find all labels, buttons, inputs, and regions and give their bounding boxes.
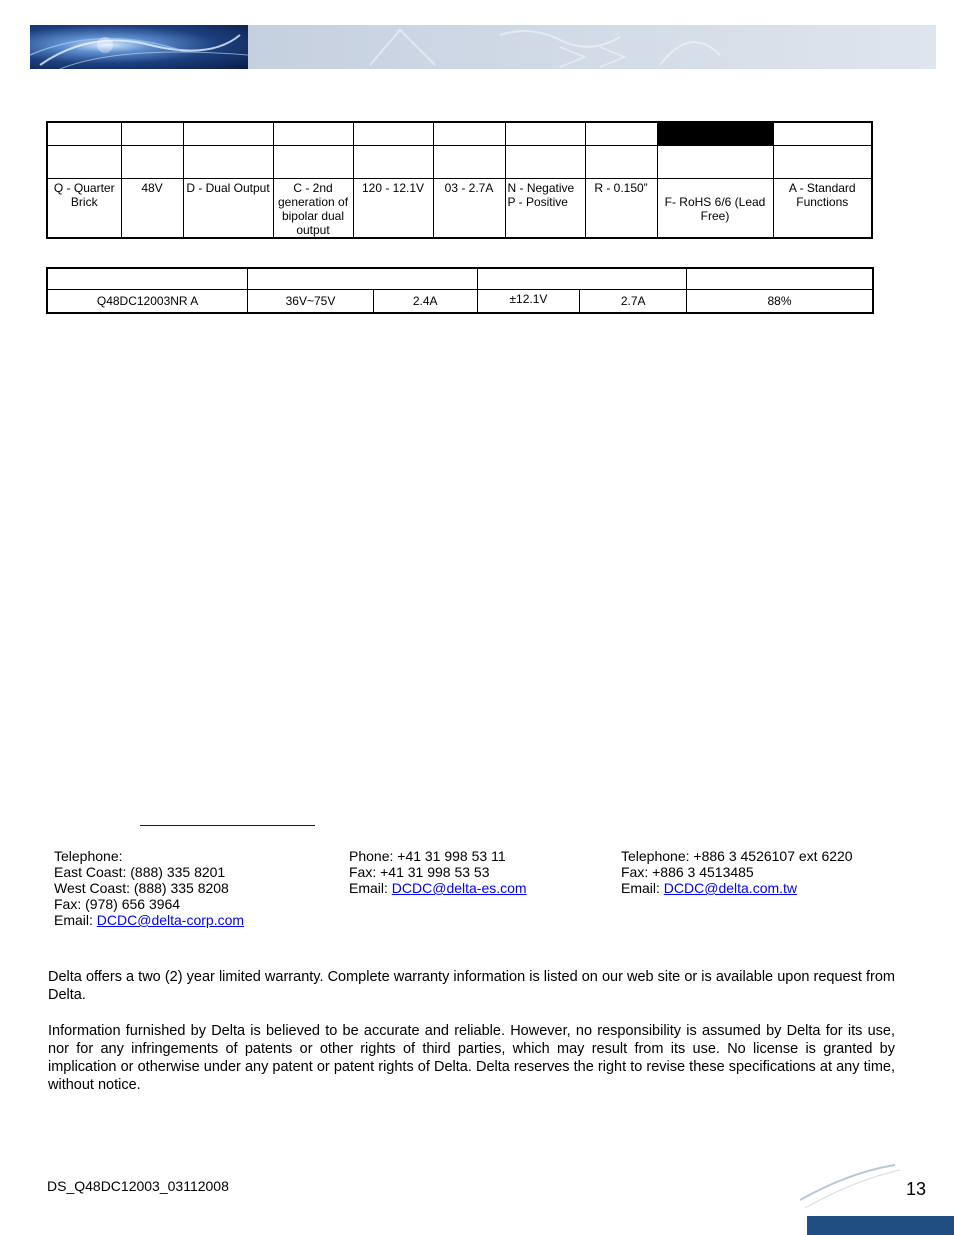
table-cell: 2.7A <box>580 290 687 314</box>
email-label: Email: <box>349 880 392 896</box>
table-cell <box>585 146 657 179</box>
email-link[interactable]: DCDC@delta.com.tw <box>663 880 798 896</box>
table-cell: 2.4A <box>373 290 477 314</box>
email-label: Email: <box>54 912 97 928</box>
table-header-cell <box>47 268 248 290</box>
table-cell <box>183 146 273 179</box>
disclaimer-paragraph: Information furnished by Delta is believed to be accurate and reliable. However, no responsibility is assumed by Delta for its use, nor for any infringements of patents or other rights of third parties, which may result from its use. No license is granted by implication or otherwise under any patent or patent rights of Delta. Delta reserves the right to revise these specifications at any time, without notice. <box>48 1023 895 1093</box>
table-cell <box>773 122 872 146</box>
table-cell: ±12.1V <box>477 290 580 314</box>
table-cell: R - 0.150” <box>585 179 657 239</box>
table-cell <box>505 146 585 179</box>
model-table <box>46 267 874 314</box>
contact-email-line <box>621 880 853 896</box>
table-cell: N - Negative P - Positive <box>505 179 585 239</box>
table-cell <box>657 146 773 179</box>
table-cell <box>183 122 273 146</box>
contact-usa <box>54 848 244 928</box>
table-cell <box>505 122 585 146</box>
table-cell <box>353 146 433 179</box>
email-label: Email: <box>621 880 664 896</box>
header-banner <box>30 25 936 69</box>
table-cell <box>121 122 183 146</box>
table-cell <box>433 122 505 146</box>
contact-line: Telephone: +886 3 4526107 ext 6220 <box>621 848 853 864</box>
table-cell <box>353 122 433 146</box>
ordering-table <box>46 121 873 239</box>
table-row <box>47 268 873 290</box>
table-cell <box>433 146 505 179</box>
contact-line: East Coast: (888) 335 8201 <box>54 864 226 880</box>
table-header-cell <box>248 268 477 290</box>
table-row <box>47 146 872 179</box>
banner-decoration <box>360 25 760 69</box>
page-corner-decoration <box>800 1150 954 1235</box>
table-header-cell <box>687 268 873 290</box>
banner-image <box>30 25 248 69</box>
web-link-underline[interactable] <box>140 825 315 826</box>
highlight-cell <box>657 122 773 146</box>
warranty-paragraph: Delta offers a two (2) year limited warranty. Complete warranty information is listed on our web site or is available upon request from Delta. <box>48 969 895 1003</box>
table-cell: 03 - 2.7A <box>433 179 505 239</box>
table-cell <box>273 146 353 179</box>
table-cell: 88% <box>687 290 873 314</box>
contact-europe <box>349 848 527 896</box>
table-cell <box>121 146 183 179</box>
contact-line: Fax: +886 3 4513485 <box>621 864 754 880</box>
table-cell: A - Standard Functions <box>773 179 872 239</box>
table-cell <box>773 146 872 179</box>
table-row <box>47 179 872 239</box>
contact-email-line <box>54 912 244 928</box>
contact-asia <box>621 848 853 896</box>
contact-line: Fax: (978) 656 3964 <box>54 896 181 912</box>
contact-line: West Coast: (888) 335 8208 <box>54 880 229 896</box>
table-cell <box>585 122 657 146</box>
table-row <box>47 290 873 314</box>
contact-line: Fax: +41 31 998 53 53 <box>349 864 490 880</box>
table-cell: 48V <box>121 179 183 239</box>
table-row <box>47 122 872 146</box>
document-id: DS_Q48DC12003_03112008 <box>47 1178 229 1194</box>
contact-email-line <box>349 880 527 896</box>
email-link[interactable]: DCDC@delta-corp.com <box>96 912 245 928</box>
table-header-cell <box>477 268 686 290</box>
table-cell: Q - Quarter Brick <box>47 179 121 239</box>
contact-line: Phone: +41 31 998 53 11 <box>349 848 506 864</box>
contact-line: Telephone: <box>54 848 123 864</box>
page-number: 13 <box>906 1179 927 1199</box>
table-cell: 120 - 12.1V <box>353 179 433 239</box>
table-cell <box>273 122 353 146</box>
table-cell: 36V~75V <box>248 290 374 314</box>
model-number-cell: Q48DC12003NR A <box>47 290 248 314</box>
email-link[interactable]: DCDC@delta-es.com <box>391 880 527 896</box>
table-cell: F- RoHS 6/6 (Lead Free) <box>657 179 773 239</box>
table-cell <box>47 122 121 146</box>
table-cell <box>47 146 121 179</box>
table-cell: C - 2nd generation of bipolar dual output <box>273 179 353 239</box>
table-cell: D - Dual Output <box>183 179 273 239</box>
